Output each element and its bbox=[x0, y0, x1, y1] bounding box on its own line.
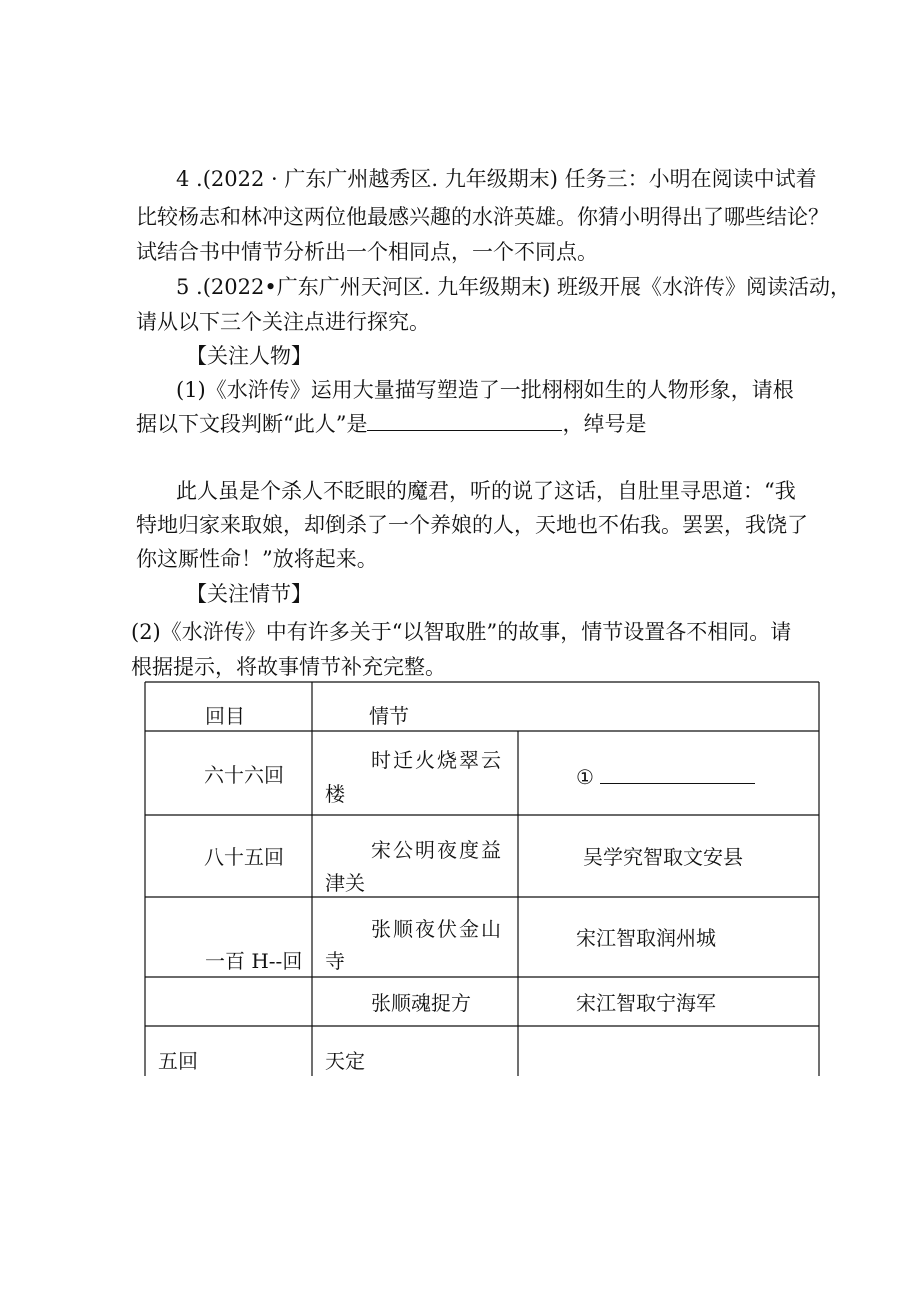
q5-line-1: 5 .(2022•广东广州天河区. 九年级期末) 班级开展《水浒传》阅读活动， bbox=[176, 275, 851, 299]
q5-part2-line-1: (2)《水浒传》中有许多关于“以智取胜”的故事，情节设置各不相同。请 bbox=[131, 620, 792, 644]
table-row5-plot-a: 天定 bbox=[325, 1049, 365, 1073]
q4-line-2: 比较杨志和林冲这两位他最感兴趣的水浒英雄。你猜小明得出了哪些结论？ bbox=[136, 205, 829, 229]
q5-part2-line-2: 根据提示，将故事情节补充完整。 bbox=[131, 655, 446, 679]
table-row2-plot-a: 宋公明夜度益 bbox=[371, 838, 503, 862]
q5-part1-text-b: ，绰号是 bbox=[562, 412, 647, 436]
table-header-plot: 情节 bbox=[369, 704, 409, 728]
table-row1-plot-a: 时迁火烧翠云 bbox=[371, 748, 503, 772]
q5-line-2: 请从以下三个关注点进行探究。 bbox=[136, 310, 430, 334]
q4-line-1: 4 .(2022 · 广东广州越秀区. 九年级期末) 任务三：小明在阅读中试着 bbox=[176, 167, 817, 191]
table-row2-plot-b: 津关 bbox=[325, 871, 365, 895]
table-row1-plot-b: 楼 bbox=[325, 782, 345, 806]
table-row1-answer bbox=[576, 763, 755, 791]
quote-line-2: 特地归家来取娘，却倒杀了一个养娘的人，天地也不佑我。罢罢，我饶了 bbox=[136, 513, 808, 537]
table-row2-plot-c: 吴学究智取文安县 bbox=[583, 845, 743, 869]
section-heading-characters: 【关注人物】 bbox=[186, 344, 312, 368]
q5-part1-line-1: (1)《水浒传》运用大量描写塑造了一批栩栩如生的人物形象，请根 bbox=[176, 378, 794, 402]
q5-part1-line-2 bbox=[136, 410, 646, 438]
table-row3-plot-c: 宋江智取润州城 bbox=[576, 926, 716, 950]
table-row3-plot-b: 寺 bbox=[325, 949, 345, 973]
table-row4-plot-c: 宋江智取宁海军 bbox=[576, 991, 716, 1015]
circled-number-one: ① bbox=[576, 765, 594, 789]
quote-line-1: 此人虽是个杀人不眨眼的魔君，听的说了这话，自肚里寻思道：“我 bbox=[176, 479, 796, 503]
quote-line-3: 你这厮性命！”放将起来。 bbox=[136, 547, 378, 571]
table-row5-chapter: 五回 bbox=[158, 1049, 198, 1073]
table-row1-chapter: 六十六回 bbox=[204, 763, 284, 787]
table-header-chapter: 回目 bbox=[205, 704, 245, 728]
q4-line-3: 试结合书中情节分析出一个相同点，一个不同点。 bbox=[136, 240, 598, 264]
table-row4-plot-a: 张顺魂捉方 bbox=[371, 991, 471, 1015]
answer-blank-person[interactable] bbox=[367, 410, 562, 431]
q5-part1-text-a: 据以下文段判断“此人”是 bbox=[136, 412, 368, 436]
section-heading-plot: 【关注情节】 bbox=[186, 582, 312, 606]
table-row2-chapter: 八十五回 bbox=[204, 845, 284, 869]
answer-blank-plot[interactable] bbox=[600, 763, 755, 784]
table-row3-chapter: 一百 H--回 bbox=[205, 949, 303, 973]
table-row3-plot-a: 张顺夜伏金山 bbox=[371, 917, 503, 941]
